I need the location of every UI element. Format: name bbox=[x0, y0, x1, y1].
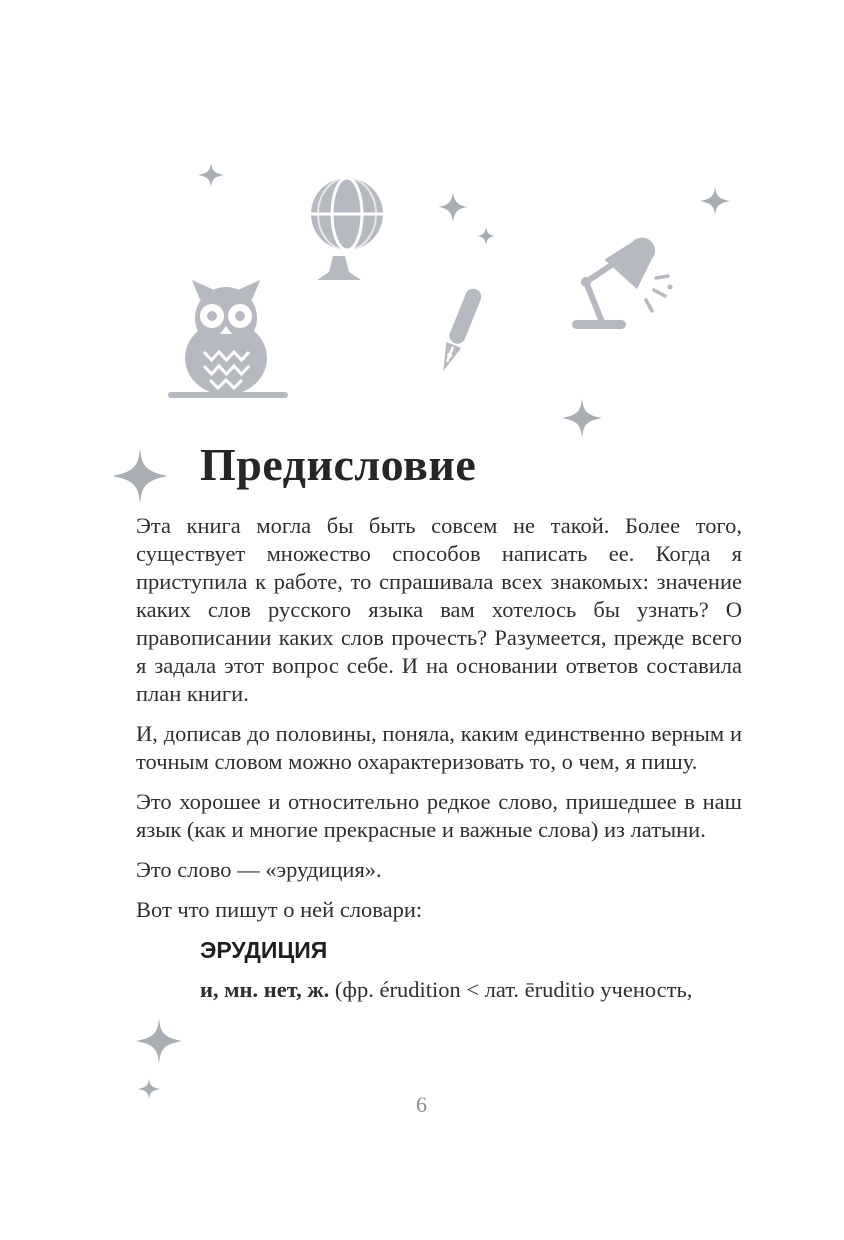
dictionary-block bbox=[200, 936, 742, 1004]
paragraph: Это хорошее и относительно редкое слово, пришедшее в наш язык (как и многие прекрасные и важные слова) из латыни. bbox=[136, 789, 742, 842]
desk-lamp-icon bbox=[558, 220, 680, 342]
dictionary-headword: ЭРУДИЦИЯ bbox=[200, 937, 328, 963]
dictionary-entry bbox=[200, 976, 742, 1004]
dictionary-etymology: (фр. érudition < лат. ēruditio ученость, bbox=[334, 977, 693, 1002]
sparkle-icon bbox=[136, 1018, 182, 1064]
owl-icon bbox=[162, 278, 294, 405]
paragraph: Эта книга могла бы быть совсем не такой. Более того, существует множество способов написать ее. Когда я приступила к работе, то спрашивала всех знакомых: значение каких слов русского языка вам хотелось бы узнать? О правописании каких слов прочесть? Разумеется, прежде всего я задала этот вопрос себе. И на основании ответов составила план книги. bbox=[136, 513, 742, 706]
dictionary-grammar-label: и, мн. нет, ж. bbox=[200, 977, 335, 1002]
sparkle-icon bbox=[198, 162, 224, 188]
page-title: Предисловие bbox=[200, 439, 477, 490]
globe-icon bbox=[295, 172, 395, 284]
sparkle-icon bbox=[700, 186, 730, 216]
sparkle-icon bbox=[112, 448, 168, 504]
paragraph: Вот что пишут о ней словари: bbox=[136, 897, 423, 922]
paragraph: И, дописав до половины, поняла, каким единственно верным и точным словом можно охарактеризовать то, о чем, я пишу. bbox=[136, 721, 742, 774]
star-icon bbox=[477, 227, 495, 245]
star-icon bbox=[438, 192, 468, 222]
body-text bbox=[136, 512, 742, 1016]
paragraph: Это слово — «эрудиция». bbox=[136, 857, 382, 882]
star-icon bbox=[562, 398, 602, 438]
pen-icon bbox=[420, 278, 498, 386]
page-number: 6 bbox=[416, 1092, 428, 1117]
